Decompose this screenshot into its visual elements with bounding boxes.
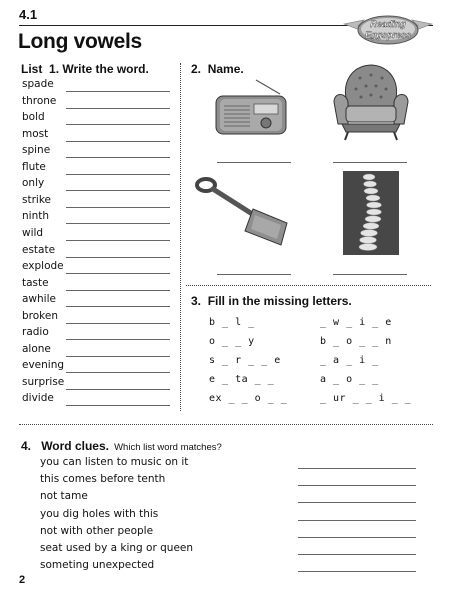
clue-text: seat used by a king or queen xyxy=(40,542,194,554)
name-line-4[interactable] xyxy=(333,274,407,275)
answer-line[interactable] xyxy=(66,141,170,142)
name-line-3[interactable] xyxy=(217,274,291,275)
clue-answer-line[interactable] xyxy=(298,468,416,469)
list-word: throne xyxy=(22,94,57,107)
answer-line[interactable] xyxy=(66,356,170,357)
list-word: strike xyxy=(22,193,51,206)
clue-text: not with other people xyxy=(40,524,154,537)
answer-line[interactable] xyxy=(66,174,170,175)
page-number: 2 xyxy=(19,574,26,586)
answer-line[interactable] xyxy=(66,157,170,158)
answer-line[interactable] xyxy=(66,240,170,241)
list-word: broken xyxy=(22,309,58,322)
clue-answer-line[interactable] xyxy=(298,537,416,538)
missing-letters-item[interactable]: e _ ta _ _ xyxy=(209,374,275,385)
list-word: awhile xyxy=(22,293,56,306)
section2-heading: 2. Name. xyxy=(191,62,244,76)
section4-divider xyxy=(19,424,433,425)
missing-letters-item[interactable]: b _ l _ xyxy=(209,317,255,328)
missing-letters-item[interactable]: a _ o _ _ xyxy=(320,374,379,385)
list-word: surprise xyxy=(22,375,65,388)
list-word: spade xyxy=(22,78,54,90)
list-word: alone xyxy=(22,342,51,355)
radio-icon xyxy=(214,78,290,138)
clue-answer-line[interactable] xyxy=(298,485,416,486)
answer-line[interactable] xyxy=(66,190,170,191)
missing-letters-item[interactable]: _ ur _ _ i _ _ xyxy=(320,393,412,404)
answer-line[interactable] xyxy=(66,306,170,307)
section3-divider xyxy=(186,285,431,286)
clue-text: you dig holes with this xyxy=(40,507,159,520)
clue-answer-line[interactable] xyxy=(298,571,416,572)
list-word: flute xyxy=(22,160,46,173)
list-word: bold xyxy=(22,111,45,124)
unit-number: 4.1 xyxy=(19,7,38,22)
missing-letters-item[interactable]: s _ r _ _ e xyxy=(209,355,281,366)
list-word: divide xyxy=(22,392,54,405)
missing-letters-item[interactable]: _ w _ i _ e xyxy=(320,317,392,328)
logo-line1: Reading xyxy=(370,19,406,29)
answer-line[interactable] xyxy=(66,323,170,324)
missing-letters-item[interactable]: b _ o _ _ n xyxy=(320,336,392,347)
clue-text: not tame xyxy=(40,490,88,503)
list-word: estate xyxy=(22,243,56,256)
answer-line[interactable] xyxy=(66,257,170,258)
answer-line[interactable] xyxy=(66,207,170,208)
page-title: Long vowels xyxy=(18,30,142,53)
reading-eggspress-logo xyxy=(338,10,438,52)
list-word: explode xyxy=(22,260,64,273)
missing-letters-item[interactable]: o _ _ y xyxy=(209,336,255,347)
answer-line[interactable] xyxy=(66,223,170,224)
clue-answer-line[interactable] xyxy=(298,502,416,503)
vertical-divider xyxy=(180,63,181,411)
clue-text: you can listen to music on it xyxy=(40,456,189,468)
clue-text: someting unexpected xyxy=(40,559,155,572)
answer-line[interactable] xyxy=(66,389,170,390)
answer-line[interactable] xyxy=(66,372,170,373)
clue-answer-line[interactable] xyxy=(298,520,416,521)
spine-icon xyxy=(343,171,399,255)
section1-heading: List 1. Write the word. xyxy=(21,62,149,76)
missing-letters-item[interactable]: _ a _ i _ xyxy=(320,355,379,366)
list-word: wild xyxy=(22,226,44,239)
name-line-1[interactable] xyxy=(217,162,291,163)
clue-answer-line[interactable] xyxy=(298,554,416,555)
answer-line[interactable] xyxy=(66,273,170,274)
list-word: taste xyxy=(22,276,49,289)
section3-heading: 3. Fill in the missing letters. xyxy=(191,294,352,308)
armchair-throne-icon xyxy=(332,62,410,142)
answer-line[interactable] xyxy=(66,339,170,340)
list-word: spine xyxy=(22,144,51,157)
name-line-2[interactable] xyxy=(333,162,407,163)
answer-line[interactable] xyxy=(66,91,170,92)
list-word: only xyxy=(22,177,45,190)
answer-line[interactable] xyxy=(66,124,170,125)
list-word: radio xyxy=(22,326,49,339)
logo-line2: Eggspress xyxy=(364,30,412,40)
answer-line[interactable] xyxy=(66,405,170,406)
list-word: most xyxy=(22,127,49,140)
section4-heading: 4. Word clues. Which list word matches? xyxy=(21,439,222,453)
list-word: ninth xyxy=(22,210,49,223)
clue-text: this comes before tenth xyxy=(40,473,166,486)
list-word: evening xyxy=(22,359,65,372)
answer-line[interactable] xyxy=(66,290,170,291)
spade-icon xyxy=(195,175,295,247)
answer-line[interactable] xyxy=(66,108,170,109)
missing-letters-item[interactable]: ex _ _ o _ _ xyxy=(209,393,288,404)
